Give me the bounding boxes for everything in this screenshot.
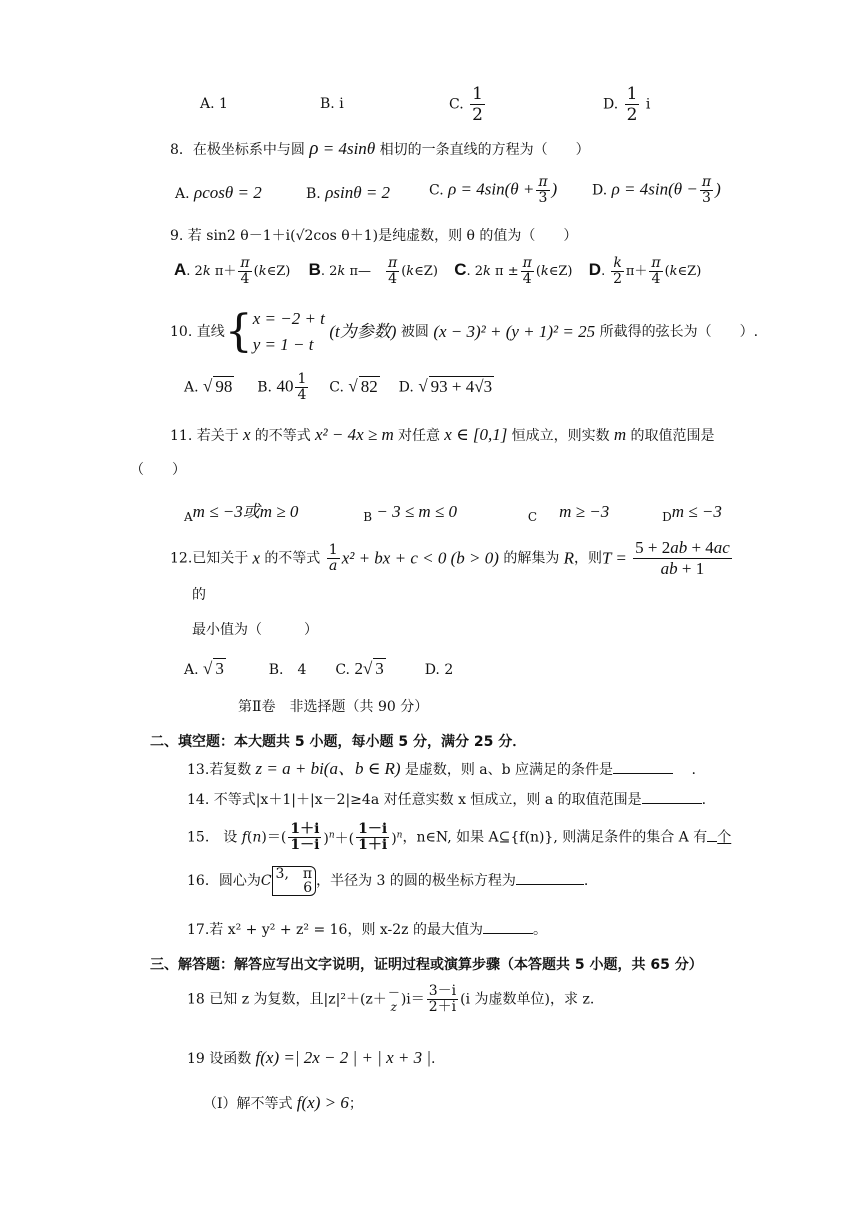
q17: 17.若 x² + y² + z² = 16，则 x-2z 的最大值为 。 xyxy=(187,922,548,938)
q12-options: A. √ 3 B. 4 C. 2√ 3 D. 2 xyxy=(184,659,454,678)
q8-option-b: B. ρsinθ = 2 xyxy=(306,183,391,202)
q12-de: 的 xyxy=(192,587,206,603)
q19: 19 设函数 f(x) =| 2x − 2 | + | x + 3 |. xyxy=(187,1048,436,1067)
q9-stem: 9. 若 sin2 θ－1＋i(√2cos θ＋1)是纯虚数，则 θ 的值为（ ） xyxy=(170,228,578,244)
q7-option-a: A. 1 xyxy=(200,96,228,112)
q11-options: Am ≤ −3或m ≥ 0 B − 3 ≤ m ≤ 0 C m ≥ −3 Dm ≤ −3 xyxy=(184,502,722,524)
q18: 18 已知 z 为复数，且|z|²＋(z＋ — z )i＝ $\frac{3-i}{2+i}$ (i 为虚数单位)，求 z. xyxy=(187,983,595,1015)
q19-part1: （I）解不等式 f(x) > 6； xyxy=(203,1093,363,1112)
q14: 14. 不等式|x＋1|＋|x－2|≥4a 对任意实数 x 恒成立，则 a 的取值范围是 . xyxy=(187,792,707,808)
part2-heading: 第Ⅱ卷 非选择题（共 90 分） xyxy=(238,699,429,715)
q11-stem: 11. 若关于 x 的不等式 x² − 4x ≥ m 对任意 x ∈ [0,1] 恒成立，则实数 m 的取值范围是 xyxy=(170,425,715,444)
q8-option-a: A. ρcosθ = 2 xyxy=(175,183,262,202)
q8-option-d: D. ρ = 4sin(θ − $\frac{\pi}{3}$ ) xyxy=(592,174,721,206)
q7-option-c: C. $\frac{1}{2}$ xyxy=(449,84,483,125)
section3-heading: 三、解答题：解答应写出文字说明，证明过程或演算步骤（本答题共 5 小题，共 65 分） xyxy=(150,957,703,973)
q10-stem: 10. 直线{ x = −2 + t y = 1 − t (t为参数) 被圆 (x − 3)² + (y + 1)² = 25 所截得的弦长为（ ）. xyxy=(170,306,759,357)
section2-heading: 二、填空题：本大题共 5 小题，每小题 5 分，满分 25 分． xyxy=(150,734,527,750)
q8-option-c: C. ρ = 4sin(θ + $\frac{\pi}{3}$ ) xyxy=(429,174,558,206)
q7-option-d: D. $\frac{1}{2}$ i xyxy=(603,84,651,125)
q12-stem: 12.已知关于 x 的不等式 $\frac{1}{a}$ x² + bx + c < 0 (b > 0) 的解集为 R，则T = $\frac{5 + 2ab + 4ac}{ab + 1}$ xyxy=(170,538,730,578)
q15: 15. 设 f(n)＝( $\frac{1+i}{1-i}$ )$^n$＋( $\frac{1-i}{1+i}$ )$^n$，n∈N, 如果 A⊆{f(n)}, 则满足条件的集合 A 有 个 xyxy=(187,821,732,853)
q9-options: A. 2k π＋ $\frac{\pi}{4}$ (k∈Z) B. 2k π— $\frac{\pi}{4}$ (k∈Z) C. 2k π ± $\frac{\pi}{4}$ (k∈Z) D. $\frac{k}{2}$ π＋ $\frac{\pi}{4}$ (k∈Z) xyxy=(174,255,702,287)
q11-paren: （ ） xyxy=(130,462,186,478)
q10-options: A. √ 98 B. 40 $\frac{1}{4}$ C. √ 82 D. √ 93 + 4√3 xyxy=(184,371,493,403)
q8-stem: 8．在极坐标系中与圆 ρ = 4sinθ 相切的一条直线的方程为（ ） xyxy=(170,138,590,159)
q13: 13.若复数 z = a + bi(a、b ∈ R) 是虚数，则 a、b 应满足的条件是 . xyxy=(187,759,696,778)
q16: 16．圆心为C 3, π 6 ，半径为 3 的圆的极坐标方程为 . xyxy=(187,866,589,896)
q12-min: 最小值为（ ） xyxy=(192,622,318,638)
q7-option-b: B. i xyxy=(320,96,344,112)
